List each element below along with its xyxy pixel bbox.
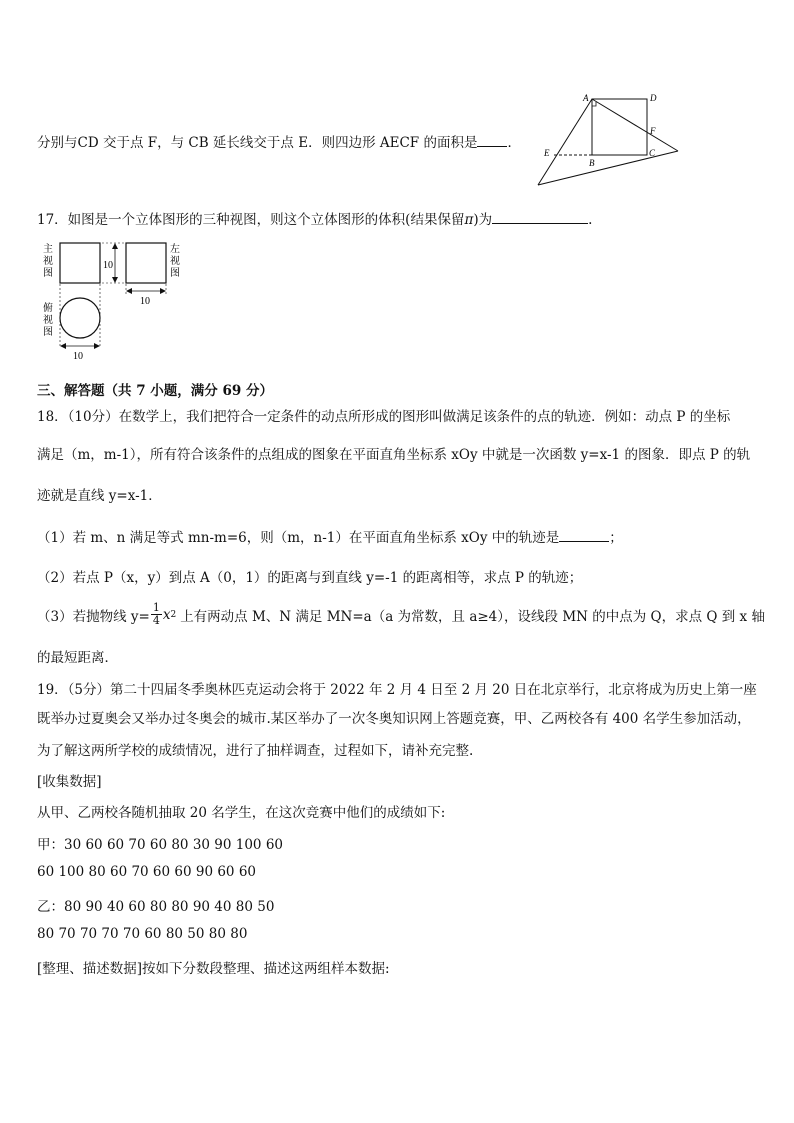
fraction-numerator: 1 bbox=[152, 601, 160, 614]
q18-part3 bbox=[37, 602, 765, 627]
q16-text-after: ． bbox=[507, 135, 521, 151]
yi-scores-1: 80 90 40 60 80 80 90 40 80 50 bbox=[64, 899, 275, 915]
top-label-3: 图 bbox=[43, 327, 53, 338]
q18-part1-after: ； bbox=[609, 530, 623, 546]
q18-part3-var: x bbox=[162, 606, 171, 623]
q18-part1-text: （1）若 m、n 满足等式 mn-m=6，则（m，n-1）在平面直角坐标系 xOy 中的轨迹是 bbox=[37, 530, 560, 546]
q18-part3-fraction bbox=[151, 602, 162, 627]
q17-text-main: 17．如图是一个立体图形的三种视图，则这个立体图形的体积(结果保留 bbox=[37, 212, 465, 228]
q18-part3-before: （3）若抛物线 y= bbox=[37, 608, 150, 625]
height-dim-label: 10 bbox=[103, 260, 113, 271]
label-f: F bbox=[650, 126, 656, 136]
top-view-circle bbox=[60, 298, 100, 338]
q19-collect-heading: [收集数据] bbox=[37, 774, 102, 790]
jia-label: 甲： bbox=[37, 837, 64, 853]
side-view-square bbox=[126, 243, 166, 283]
q17-text-close: )为 bbox=[473, 212, 493, 228]
q18-line2: 满足（m，m-1），所有符合该条件的点组成的图象在平面直角坐标系 xOy 中就是一次函数 y=x-1 的图象．即点 P 的轨 bbox=[37, 447, 751, 463]
q18-part2: （2）若点 P（x，y）到点 A（0，1）的距离与到直线 y=-1 的距离相等，求点 P 的轨迹； bbox=[37, 570, 583, 586]
right-angle-mark bbox=[592, 102, 596, 106]
q18-part1 bbox=[37, 526, 623, 546]
section3-heading: 三、解答题（共 7 小题，满分 69 分） bbox=[37, 383, 273, 399]
top-arrow-left bbox=[60, 343, 66, 349]
top-label-1: 俯 bbox=[43, 303, 53, 314]
front-view-square bbox=[60, 243, 100, 283]
side-arrow-right bbox=[160, 288, 166, 294]
q18-part3-after: 上有两动点 M、N 满足 MN=a（a 为常数，且 a≥4），设线段 MN 的中点为 Q，求点 Q 到 x 轴 bbox=[180, 608, 765, 625]
side-label-3: 图 bbox=[170, 268, 180, 279]
q19-yi-row1 bbox=[37, 895, 274, 915]
q19-line2: 既举办过夏奥会又举办过冬奥会的城市.某区举办了一次冬奥知识网上答题竞赛，甲、乙两校各有 400 名学生参加活动， bbox=[37, 711, 751, 727]
top-arrow-right bbox=[94, 343, 100, 349]
side-width-label: 10 bbox=[140, 296, 150, 307]
side-label-2: 视 bbox=[170, 256, 180, 267]
q19-line3: 为了解这两所学校的成绩情况，进行了抽样调查，过程如下，请补充完整. bbox=[37, 743, 474, 759]
yi-label: 乙： bbox=[37, 899, 64, 915]
q16-text-before: 分别与CD 交于点 F，与 CB 延长线交于点 E．则四边形 AECF 的面积是 bbox=[37, 135, 478, 151]
q18-part1-answer-blank[interactable] bbox=[559, 527, 609, 542]
height-arrow-down bbox=[112, 277, 118, 283]
q18-part3-exponent: 2 bbox=[170, 609, 177, 620]
q18-line1: 18．（10分）在数学上，我们把符合一定条件的动点所形成的图形叫做满足该条件的点的轨迹．例如：动点 P 的坐标 bbox=[37, 409, 731, 425]
q18-part3-line2: 的最短距离． bbox=[37, 650, 118, 666]
segment-ac-extended bbox=[592, 99, 678, 151]
segment-ae bbox=[538, 99, 592, 185]
label-c: C bbox=[649, 148, 656, 158]
q19-collect-text: 从甲、乙两校各随机抽取 20 名学生，在这次竞赛中他们的成绩如下: bbox=[37, 805, 446, 821]
label-b: B bbox=[589, 158, 595, 168]
label-e: E bbox=[544, 148, 550, 158]
q17-answer-blank[interactable] bbox=[492, 209, 588, 224]
front-label-1: 主 bbox=[43, 244, 53, 255]
q17-text bbox=[37, 208, 592, 228]
fraction-denominator: 4 bbox=[152, 614, 160, 627]
side-arrow-left bbox=[126, 288, 132, 294]
jia-scores-1: 30 60 60 70 60 80 30 90 100 60 bbox=[64, 837, 283, 853]
q19-jia-row2: 60 100 80 60 70 60 60 90 60 60 bbox=[37, 864, 256, 880]
top-width-label: 10 bbox=[73, 351, 83, 362]
q18-line3: 迹就是直线 y=x-1． bbox=[37, 488, 162, 504]
q19-yi-row2: 80 70 70 70 70 60 80 50 80 80 bbox=[37, 926, 248, 942]
q19-organize-text: [整理、描述数据]按如下分数段整理、描述这两组样本数据: bbox=[37, 961, 390, 977]
label-a: A bbox=[583, 93, 589, 103]
q17-text-end: . bbox=[588, 212, 593, 228]
label-d: D bbox=[650, 93, 657, 103]
q19-line1: 19．（5分）第二十四届冬季奥林匹克运动会将于 2022 年 2 月 4 日至 2 月 20 日在北京举行，北京将成为历史上第一座 bbox=[37, 682, 757, 698]
q16-figure bbox=[530, 90, 690, 190]
side-label-1: 左 bbox=[170, 244, 180, 255]
segment-e-to-c bbox=[538, 151, 678, 185]
q16-text bbox=[37, 131, 521, 151]
top-label-2: 视 bbox=[43, 315, 53, 326]
q17-pi: π bbox=[464, 212, 474, 228]
q16-answer-blank[interactable] bbox=[477, 132, 507, 147]
q17-three-views-figure bbox=[40, 238, 185, 366]
front-label-3: 图 bbox=[43, 268, 53, 279]
height-arrow-up bbox=[112, 243, 118, 249]
q19-jia-row1 bbox=[37, 833, 283, 853]
front-label-2: 视 bbox=[43, 256, 53, 267]
